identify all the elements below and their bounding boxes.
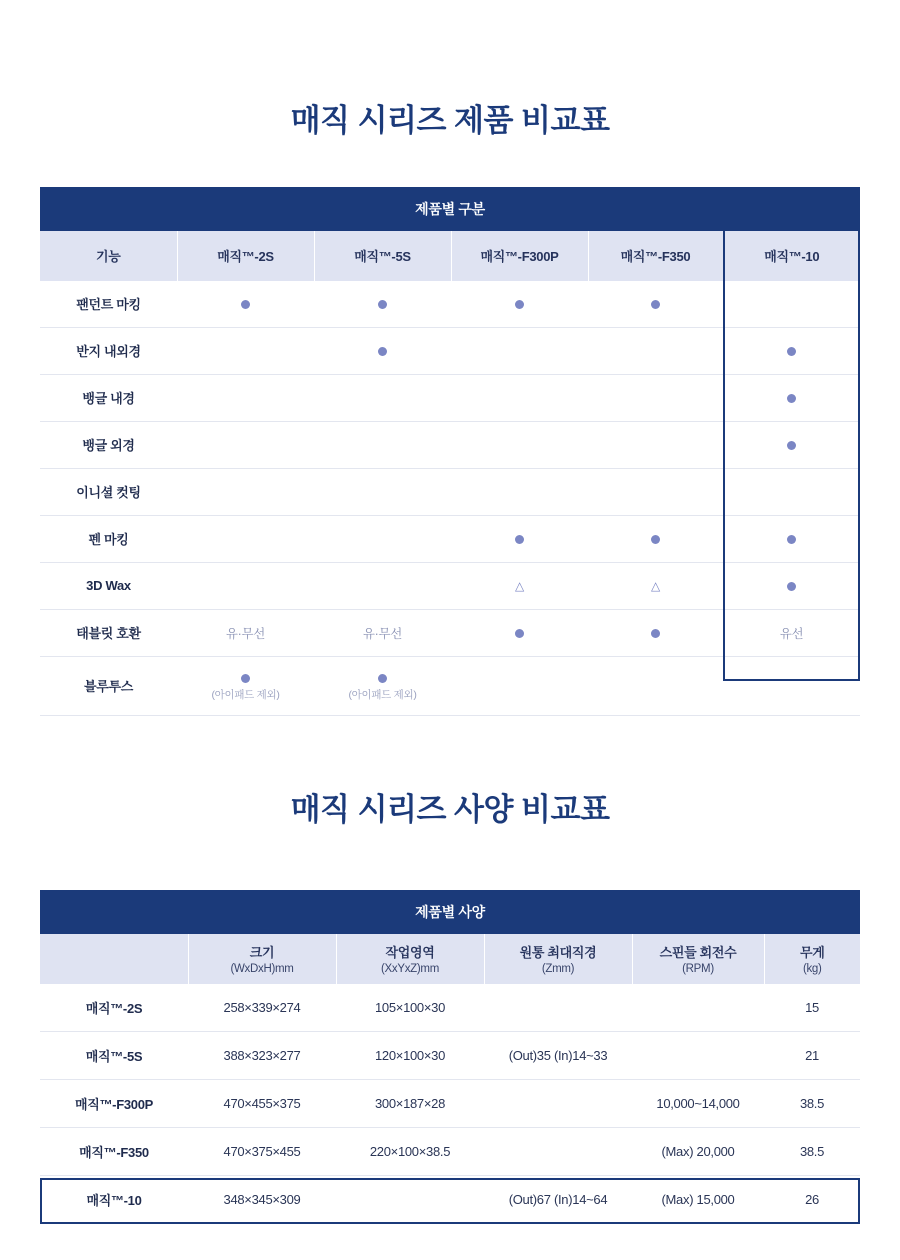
feature-cell: [723, 656, 860, 715]
spec-row-label: 매직™-5S: [40, 1031, 188, 1079]
feature-row-label: 이니셜 컷팅: [40, 468, 177, 515]
feature-cell: [451, 327, 588, 374]
feature-cell: [723, 562, 860, 609]
specs-col-header-4: [632, 934, 764, 984]
feature-cell: [451, 609, 588, 656]
specs-col-header-1: [188, 934, 336, 984]
feature-cell: [177, 281, 314, 328]
feature-cell: [451, 421, 588, 468]
supported-dot-icon: [515, 629, 524, 638]
specs-col-header-2-main: 작업영역: [385, 945, 435, 961]
spacer: [0, 850, 900, 890]
specs-col-header-1-main: 크기: [249, 945, 275, 961]
feature-cell: [723, 468, 860, 515]
features-col-header-3: 매직™-F300P: [451, 231, 588, 281]
spec-cell-weight: 38.5: [764, 1127, 860, 1175]
feature-cell: [314, 281, 451, 328]
spec-cell-diameter: (Out)67 (In)14~64: [484, 1175, 632, 1223]
feature-cell: [588, 656, 723, 715]
feature-cell: [723, 327, 860, 374]
feature-row-label: 뱅글 내경: [40, 374, 177, 421]
supported-dot-icon: [378, 300, 387, 309]
specs-section-title: 매직 시리즈 사양 비교표: [290, 791, 610, 827]
feature-cell: [723, 609, 860, 656]
spec-cell-area: 120×100×30: [336, 1031, 484, 1079]
table-row: [40, 281, 860, 328]
feature-cell-text: 유·무선: [362, 626, 403, 641]
features-col-header-2: 매직™-5S: [314, 231, 451, 281]
spec-cell-area: 105×100×30: [336, 984, 484, 1032]
specs-comparison-table: [40, 890, 860, 1224]
feature-cell-text: 유선: [779, 626, 804, 641]
spec-cell-weight: 15: [764, 984, 860, 1032]
spec-cell-area: 220×100×38.5: [336, 1127, 484, 1175]
table-row: [40, 327, 860, 374]
supported-dot-icon: [378, 347, 387, 356]
supported-dot-icon: [651, 300, 660, 309]
feature-cell: [177, 421, 314, 468]
feature-cell: [314, 609, 451, 656]
feature-cell: [314, 374, 451, 421]
spec-cell-size: 470×375×455: [188, 1127, 336, 1175]
partial-triangle-icon: △: [515, 579, 524, 594]
feature-cell: [314, 468, 451, 515]
feature-row-label: 태블릿 호환: [40, 609, 177, 656]
spec-row-label: 매직™-F350: [40, 1127, 188, 1175]
spec-cell-rpm: (Max) 15,000: [632, 1175, 764, 1223]
feature-cell: [177, 515, 314, 562]
supported-dot-icon: [515, 535, 524, 544]
supported-dot-icon: [651, 629, 660, 638]
feature-cell: [177, 468, 314, 515]
specs-col-header-0: [40, 934, 188, 984]
spec-cell-rpm: [632, 1031, 764, 1079]
feature-row-label: 블루투스: [40, 656, 177, 715]
specs-col-header-2: [336, 934, 484, 984]
table-row: [40, 1175, 860, 1223]
feature-cell: [723, 421, 860, 468]
feature-cell: [314, 515, 451, 562]
table-row: [40, 562, 860, 609]
spec-cell-weight: 38.5: [764, 1079, 860, 1127]
spec-cell-weight: 21: [764, 1031, 860, 1079]
features-header-row: [40, 231, 860, 281]
supported-dot-icon: [378, 674, 387, 683]
features-comparison-table: [40, 187, 860, 716]
features-section-title: 매직 시리즈 제품 비교표: [290, 103, 610, 138]
feature-cell: [314, 421, 451, 468]
supported-dot-icon: [241, 300, 250, 309]
feature-cell: [588, 515, 723, 562]
specs-col-header-5-sub: (kg): [802, 963, 822, 976]
specs-banner-label: 제품별 사양: [40, 890, 860, 934]
feature-cell: [451, 468, 588, 515]
feature-cell: [588, 468, 723, 515]
feature-cell: [177, 327, 314, 374]
spec-cell-area: [336, 1175, 484, 1223]
spec-cell-diameter: (Out)35 (In)14~33: [484, 1031, 632, 1079]
table-row: [40, 421, 860, 468]
specs-banner-row: [40, 890, 860, 934]
features-table-wrap: [40, 187, 860, 716]
feature-cell: [723, 374, 860, 421]
supported-dot-icon: [241, 674, 250, 683]
specs-table-body: [40, 984, 860, 1224]
spec-cell-size: 470×455×375: [188, 1079, 336, 1127]
partial-triangle-icon: △: [651, 579, 660, 594]
table-row: [40, 1031, 860, 1079]
feature-row-label: 뱅글 외경: [40, 421, 177, 468]
feature-cell: [177, 374, 314, 421]
feature-cell: [588, 421, 723, 468]
features-col-header-4: 매직™-F350: [588, 231, 723, 281]
table-row: [40, 609, 860, 656]
features-table-body: [40, 281, 860, 716]
specs-col-header-3-sub: (Zmm): [541, 963, 575, 976]
specs-header-row: [40, 934, 860, 984]
feature-cell: [588, 609, 723, 656]
table-row: [40, 1127, 860, 1175]
spec-cell-weight: 26: [764, 1175, 860, 1223]
feature-cell: [451, 281, 588, 328]
specs-col-header-3: [484, 934, 632, 984]
features-col-header-5: 매직™-10: [723, 231, 860, 281]
feature-cell-note: (아이패드 제외): [348, 688, 417, 701]
spec-row-label: 매직™-10: [40, 1175, 188, 1223]
spec-cell-diameter: [484, 1127, 632, 1175]
feature-cell: [177, 609, 314, 656]
table-row: [40, 468, 860, 515]
specs-col-header-1-sub: (WxDxH)mm: [230, 963, 294, 976]
spec-row-label: 매직™-2S: [40, 984, 188, 1032]
supported-dot-icon: [651, 535, 660, 544]
feature-row-label: 3D Wax: [40, 562, 177, 609]
specs-col-header-3-main: 원통 최대직경: [519, 945, 597, 961]
specs-col-header-4-sub: (RPM): [682, 963, 714, 976]
feature-cell: [177, 656, 314, 715]
feature-cell: [314, 656, 451, 715]
feature-cell: [451, 562, 588, 609]
spec-cell-diameter: [484, 984, 632, 1032]
spec-cell-size: 388×323×277: [188, 1031, 336, 1079]
feature-row-label: 펜 마킹: [40, 515, 177, 562]
table-row: [40, 1079, 860, 1127]
feature-cell: [723, 515, 860, 562]
table-row: [40, 656, 860, 715]
feature-cell-note: (아이패드 제외): [211, 688, 280, 701]
supported-dot-icon: [787, 535, 796, 544]
supported-dot-icon: [515, 300, 524, 309]
supported-dot-icon: [787, 394, 796, 403]
supported-dot-icon: [787, 347, 796, 356]
spec-cell-rpm: [632, 984, 764, 1032]
spec-cell-size: 258×339×274: [188, 984, 336, 1032]
specs-col-header-5-main: 무게: [799, 945, 825, 961]
feature-cell: [723, 281, 860, 328]
spec-cell-rpm: 10,000~14,000: [632, 1079, 764, 1127]
specs-col-header-4-main: 스핀들 회전수: [659, 945, 737, 961]
feature-cell-text: 유·무선: [225, 626, 266, 641]
feature-cell: [588, 327, 723, 374]
table-row: [40, 374, 860, 421]
feature-row-label: 팬던트 마킹: [40, 281, 177, 328]
feature-cell: [588, 562, 723, 609]
spec-cell-area: 300×187×28: [336, 1079, 484, 1127]
spec-row-label: 매직™-F300P: [40, 1079, 188, 1127]
feature-cell: [451, 515, 588, 562]
supported-dot-icon: [787, 441, 796, 450]
feature-cell: [314, 327, 451, 374]
features-banner-label: 제품별 구분: [40, 187, 860, 231]
specs-table-wrap: [40, 890, 860, 1224]
spec-cell-rpm: (Max) 20,000: [632, 1127, 764, 1175]
spec-cell-size: 348×345×309: [188, 1175, 336, 1223]
features-col-header-0: 기능: [40, 231, 177, 281]
feature-cell: [314, 562, 451, 609]
feature-cell: [451, 656, 588, 715]
feature-cell: [588, 281, 723, 328]
specs-col-header-5: [764, 934, 860, 984]
feature-cell: [451, 374, 588, 421]
supported-dot-icon: [787, 582, 796, 591]
specs-col-header-2-sub: (XxYxZ)mm: [381, 963, 439, 976]
table-row: [40, 515, 860, 562]
feature-row-label: 반지 내외경: [40, 327, 177, 374]
spec-cell-diameter: [484, 1079, 632, 1127]
features-banner-row: [40, 187, 860, 231]
table-row: [40, 984, 860, 1032]
features-col-header-1: 매직™-2S: [177, 231, 314, 281]
spacer: [0, 161, 900, 187]
feature-cell: [588, 374, 723, 421]
feature-cell: [177, 562, 314, 609]
